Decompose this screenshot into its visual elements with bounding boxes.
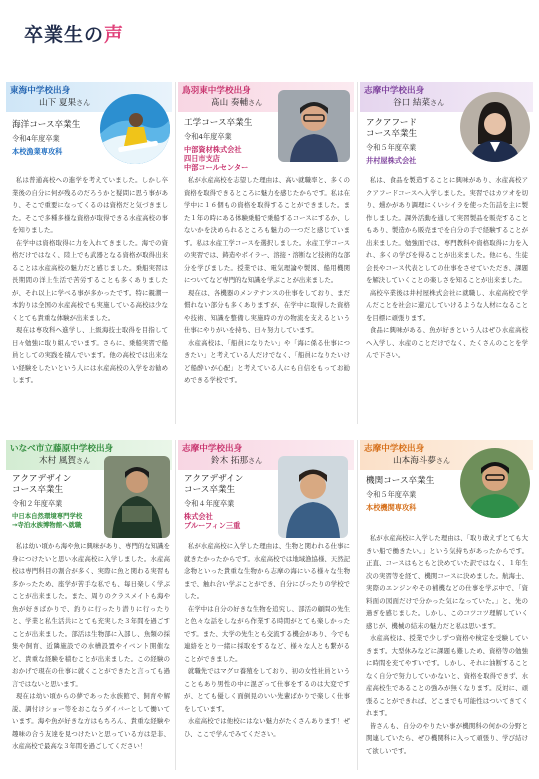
- column-divider: [175, 82, 176, 424]
- school-label: 志摩中学校出身: [364, 444, 425, 454]
- graduate-info: [12, 474, 110, 530]
- graduation-year: 令和4年度卒業: [12, 134, 60, 143]
- graduate-info: [184, 474, 280, 530]
- graduate-photo: [104, 456, 170, 538]
- testimonial-text: 私が水産高校に入学した理由は、生物と関われる仕事に就きたかったからです。水産高校では地域漁協様、天然記念物といった貴重な生物から志摩の海にいる様々な生物まで、触れ合い学ぶことができ、自分にぴったりの学校でした。 在学中は自分の好きな生物を追究し、部活の顧問の先生と色々な話をしながら作業する時間がとても楽しかったです。また、大学の先生とも交流する機会があり、今でも連絡をとり一緒に採取をするなど、様々な人とも繋がることができました。 就職先ではマグロ養殖をしており、初の女性社員ということもあり男性の中に混ざって仕事をするのは大変ですが、とても優しく面倒見のいい先輩ばかりで楽しく仕事をしています。 水産高校では他校にはない魅力がたくさんあります！ぜひ、ここで学んでみてください。: [184, 542, 350, 738]
- graduate-name: 山本海斗夢さん: [393, 456, 450, 466]
- course-label: アクアデザイン コース卒業生: [184, 474, 244, 495]
- graduate-card-2: [178, 82, 354, 427]
- graduate-photo: [460, 92, 530, 162]
- graduate-photo: [278, 90, 350, 162]
- school-label: 志摩中学校出身: [364, 86, 425, 96]
- school-label: 鳥羽東中学校出身: [182, 86, 251, 96]
- school-label: 東海中学校出身: [10, 86, 71, 96]
- course-label: アクアフード コース卒業生: [366, 118, 418, 139]
- graduate-photo: [100, 94, 170, 164]
- school-label: いなべ市立藤原中学校出身: [10, 444, 114, 454]
- graduate-name: 髙山 奏輔さん: [211, 98, 263, 108]
- school-label: 志摩中学校出身: [182, 444, 243, 454]
- graduate-info: [184, 118, 280, 172]
- graduate-card-3: [360, 82, 533, 427]
- graduate-name: 谷口 結菜さん: [393, 98, 445, 108]
- graduate-card-5: [178, 440, 354, 776]
- page-title: [24, 20, 124, 47]
- testimonial-text: 私が水産高校を志望した理由は、高い就職率と、多くの資格を取得できるところに魅力を感じたからです。私は在学中に１６個もの資格を取得することができました。また１年の時にある体験乗船で乗船するコースにするか、しないかを決められるところも魅力の一つだと感じています。私は水産工学コースを選択しました。水産工学コースの実習では、鋳造やボイラー、溶接・溶断など技術的な部分を学びました。授業では、電気理論や製図、船用機関についてなど専門的な知識を学ぶことが出来ました。 現在は、各機器のメンテナンスの仕事をしており、まだ慣れない部分も多くありますが、在学中に取得した資格や技術、知識を整備し実施時の方の物流を支えるという仕事にやりがいを持ち、日々努力しています。 水産高校は、「船員になりたい」や「海に係る仕事につきたい」と考えている人だけでなく、「船員になりたいけど船酔いが心配」と考えている人にも自信をもってお勧めできる学校です。: [184, 176, 350, 384]
- graduate-name: 木村 風賀さん: [39, 456, 91, 466]
- graduation-year: 令和２年度卒業: [12, 499, 63, 508]
- graduate-info: [366, 476, 462, 512]
- graduation-year: 令和４年度卒業: [184, 499, 235, 508]
- page-title-main: 卒業生の: [24, 24, 105, 46]
- course-label: 海洋コース卒業生: [12, 120, 81, 130]
- graduate-name: 山下 夏果さん: [39, 98, 91, 108]
- graduate-card-4: [6, 440, 172, 776]
- column-divider: [357, 440, 358, 770]
- destination: 株式会社 ブルーフィン三重: [184, 512, 241, 530]
- graduation-year: 令和５年度卒業: [366, 143, 417, 152]
- graduate-info: [366, 118, 462, 165]
- destination: 中部資材株式会社 四日市支店 中部コールセンター: [184, 145, 249, 172]
- testimonial-text: 私は幼い頃から海や魚に興味があり、専門的な知識を身につけたいと思い水産高校に入学しました。水産高校は専門科目の割合が多く、実際に魚と関わる実習も多かったため、座学が苦手な私でも、毎日楽しく学ぶことが出来ました。また、周りのクラスメイトも海や魚が好きばかりで、釣りに行ったり潜りに行ったりと、学業と私生活共にとても充実した３年間を過ごすことが出来ました。部活は生物部に入部し、魚類の採集や飼育、近隣施設での水槽設置やイベント開催など、貴重な経験を積むことが出来ました。この経験のおかげで現在の仕事に就くことができたと言っても過言ではないと思います。 現在は幼い頃からの夢であった水族館で、飼育や解説、調付けショー等をおこなうダイバーとして働いています。海や魚が好きな方はもちろん、貴重な経験や趣味の合う友達を見つけたいと思っている方は是非、水産高校で最高な３年間を過ごしてください！: [12, 542, 170, 750]
- graduate-card-1: [6, 82, 172, 427]
- destination: 本校漁業専攻科: [12, 147, 63, 156]
- course-label: 機関コース卒業生: [366, 476, 435, 486]
- graduation-year: 令和５年度卒業: [366, 490, 417, 499]
- graduate-card-6: [360, 440, 533, 776]
- testimonial-text: 私は、食品を製造することに興味があり、水産高校アクアフードコースへ入学しました。実習ではカツオを切り、燻かがあり調理にくいシイラを使った缶詰を主に製作しました。課外活動を通して実習製品を販売することもあり、製造から販売までを自分の手で経験することが出来ました。勉強面では、専門教科や資格取得に力を入れ、多くの学びを得ることが出来ました。他にも、生徒会長やコース代表としての仕事をさせていただき、課題を解決していくことの楽しさを知ることが出来ました。 高校卒業後は井村屋株式会社に就職し、水産高校で学んだことを社会に還元していけるような人材になることを目標に頑張ります。 食品に興味がある、魚が好きという人はぜひ水産高校へ入学し、水産のことだけでなく、たくさんのことを学んで下さい。: [366, 176, 528, 359]
- page-title-accent: 声: [104, 24, 125, 46]
- destination: 中日本自然環境専門学校 →寺泊水族博物館へ就職: [12, 512, 83, 529]
- destination: 井村屋株式会社: [366, 156, 417, 165]
- graduate-photo: [460, 448, 530, 518]
- course-label: 工学コース卒業生: [184, 118, 253, 128]
- graduate-photo: [278, 456, 348, 538]
- testimonial-text: 私は普通高校への進学を考えていました。しかし卒業後の自分に何が残るのだろうかと疑問に思う事があり、そこで重要になってくるのは資格だと気づきました。そこで多種多様な資格が取得できる水産高校の事を知りました。 在学中は資格取得に力を入れてきました。海での資格だけではなく、陸上でも武器となる資格が取得出来ることは水産高校の魅力だと感じました。乗船実習は長期間の洋上生活で苦労することも多くありましたが、それ以上に学べる事が多かったです。特に親潮一本釣りは全国の水産高校でも実施している高校は少なくとても貴重な体験が出来ました。 現在は専攻科へ進学し、上級海技士取得を目指して日々勉強に取り組んでいます。さらに、乗船実習で船員としての実践を積んでいます。他の高校では出来ない経験をしたいという人には水産高校の入学をお勧めします。: [12, 176, 168, 384]
- column-divider: [175, 440, 176, 770]
- course-label: アクアデザイン コース卒業生: [12, 474, 72, 495]
- graduate-info: [12, 120, 102, 156]
- testimonial-text: 私が水産高校に入学した理由は、「取り敢えずとても大きい船で働きたい。」という気持ちがあったからです。正直、コースはもともと決めていた訳ではなく、１年生次の実習等を経て、機関コースに決めました。航海士、実際のエンジンやその補機などの仕事を学ぶ中で、「資料面の図面だけで分かった気になっていた。」と、先の過ぎを感じました。しかし、このコツコツ理解していく感じが、機械の結末の魅力だと私は思います。 水産高校は、授業で少しずつ資格や検定を受験していきます。大型休みなどに課題も難しため、資格等の勉強に時間を充てやすいです。しかし、それに油断することなく自分で努力していかないと、資格を取得できず、水産高校生であることの強みが無くなります。反対に、頑張ることができれば、どこまでも可能性はついてきてくれます。 皆さんも、自分のやりたい事が機関科の何かの分野と関連していたら、ぜひ機関科に入って頑張り、学び結けて欲しいです。: [366, 534, 528, 755]
- graduation-year: 令和4年度卒業: [184, 132, 232, 141]
- column-divider: [357, 82, 358, 424]
- destination: 本校機関専攻科: [366, 503, 417, 512]
- graduate-name: 鈴木 拓那さん: [211, 456, 263, 466]
